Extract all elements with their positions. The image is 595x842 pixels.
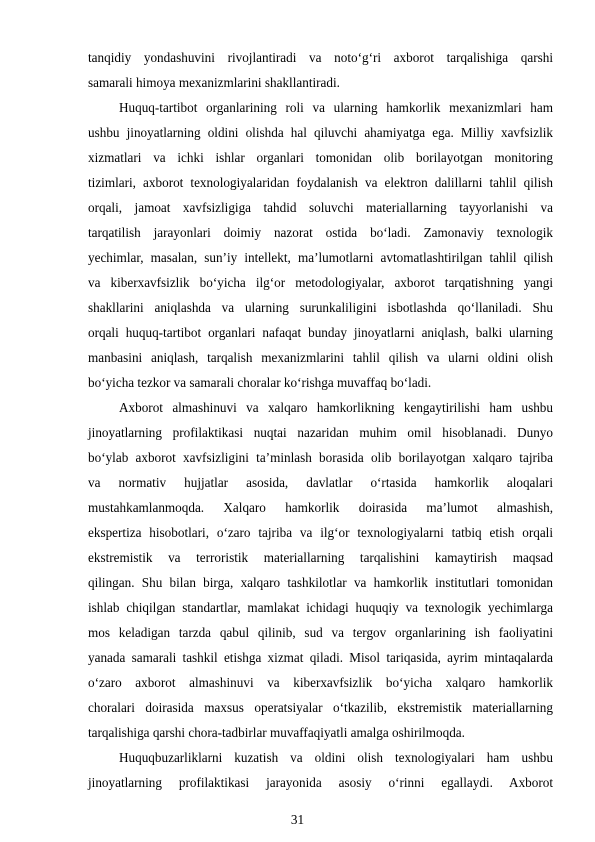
text-line: ekstremistik va terroristik materiallarning tarqalishini kamaytirish maqsad xyxy=(88,550,553,565)
text-line: tizimlari, axborot texnologiyalaridan foydalanish va elektron dalillarni tahlil qilish xyxy=(88,175,553,190)
text-line: orqali, jamoat xavfsizligiga tahdid soluvchi materiallarning tayyorlanishi va xyxy=(88,200,553,215)
text-line: xizmatlari va ichki ishlar organlari tomonidan olib borilayotgan monitoring xyxy=(88,150,553,165)
text-line: tarqalishiga qarshi chora-tadbirlar muvaffaqiyatli amalga oshirilmoqda. xyxy=(88,725,465,740)
text-line: yechimlar, masalan, sun’iy intellekt, ma’lumotlarni avtomatlashtirilgan tahlil qilish xyxy=(88,250,553,265)
text-line: tanqidiy yondashuvini rivojlantiradi va noto‘g‘ri axborot tarqalishiga qarshi xyxy=(88,50,553,65)
text-line: choralari doirasida maxsus operatsiyalar o‘tkazilib, ekstremistik materiallarning xyxy=(88,700,553,715)
text-line: mustahkamlanmoqda. Xalqaro hamkorlik doirasida ma’lumot almashish, xyxy=(88,500,553,515)
text-line: bo‘ylab axborot xavfsizligini ta’minlash borasida olib borilayotgan xalqaro tajriba xyxy=(88,450,553,465)
text-line: jinoyatlarning profilaktikasi nuqtai nazaridan muhim omil hisoblanadi. Dunyo xyxy=(88,425,553,440)
text-line: samarali himoya mexanizmlarini shakllantiradi. xyxy=(88,75,340,90)
text-line: jinoyatlarning profilaktikasi jarayonida asosiy o‘rinni egallaydi. Axborot xyxy=(88,775,553,790)
page-number: 31 xyxy=(290,812,305,827)
text-line: ushbu jinoyatlarning oldini olishda hal qiluvchi ahamiyatga ega. Milliy xavfsizlik xyxy=(88,125,553,140)
paragraph-first-line: Axborot almashinuvi va xalqaro hamkorlikning kengaytirilishi ham ushbu xyxy=(119,400,553,415)
text-line: ishlab chiqilgan standartlar, mamlakat ichidagi huquqiy va texnologik yechimlarga xyxy=(88,600,553,615)
text-line: va kiberxavfsizlik bo‘yicha ilg‘or metodologiyalar, axborot tarqatishning yangi xyxy=(88,275,553,290)
text-line: o‘zaro axborot almashinuvi va kiberxavfsizlik bo‘yicha xalqaro hamkorlik xyxy=(88,675,553,690)
text-line: bo‘yicha tezkor va samarali choralar ko‘rishga muvaffaq bo‘ladi. xyxy=(88,375,432,390)
text-line: va normativ hujjatlar asosida, davlatlar o‘rtasida hamkorlik aloqalari xyxy=(88,475,553,490)
text-line: orqali huquq-tartibot organlari nafaqat bunday jinoyatlarni aniqlash, balki ularning xyxy=(88,325,553,340)
text-line: tarqatilish jarayonlari doimiy nazorat ostida bo‘ladi. Zamonaviy texnologik xyxy=(88,225,553,240)
paragraph-first-line: Huquq-tartibot organlarining roli va ularning hamkorlik mexanizmlari ham xyxy=(119,100,553,115)
text-line: ekspertiza hisobotlari, o‘zaro tajriba va ilg‘or texnologiyalarni tatbiq etish orqali xyxy=(88,525,553,540)
text-line: manbasini aniqlash, tarqalish mexanizmlarini tahlil qilish va ularni oldini olish xyxy=(88,350,553,365)
text-line: yanada samarali tashkil etishga xizmat qiladi. Misol tariqasida, ayrim mintaqalarda xyxy=(88,650,553,665)
text-line: qilingan. Shu bilan birga, xalqaro tashkilotlar va hamkorlik institutlari tomonidan xyxy=(88,575,553,590)
paragraph-first-line: Huquqbuzarliklarni kuzatish va oldini olish texnologiyalari ham ushbu xyxy=(119,750,553,765)
text-line: shakllarini aniqlashda va ularning surunkaliligini isbotlashda qo‘llaniladi. Shu xyxy=(88,300,553,315)
text-line: mos keladigan tarzda qabul qilinib, sud va tergov organlarining ish faoliyatini xyxy=(88,625,553,640)
